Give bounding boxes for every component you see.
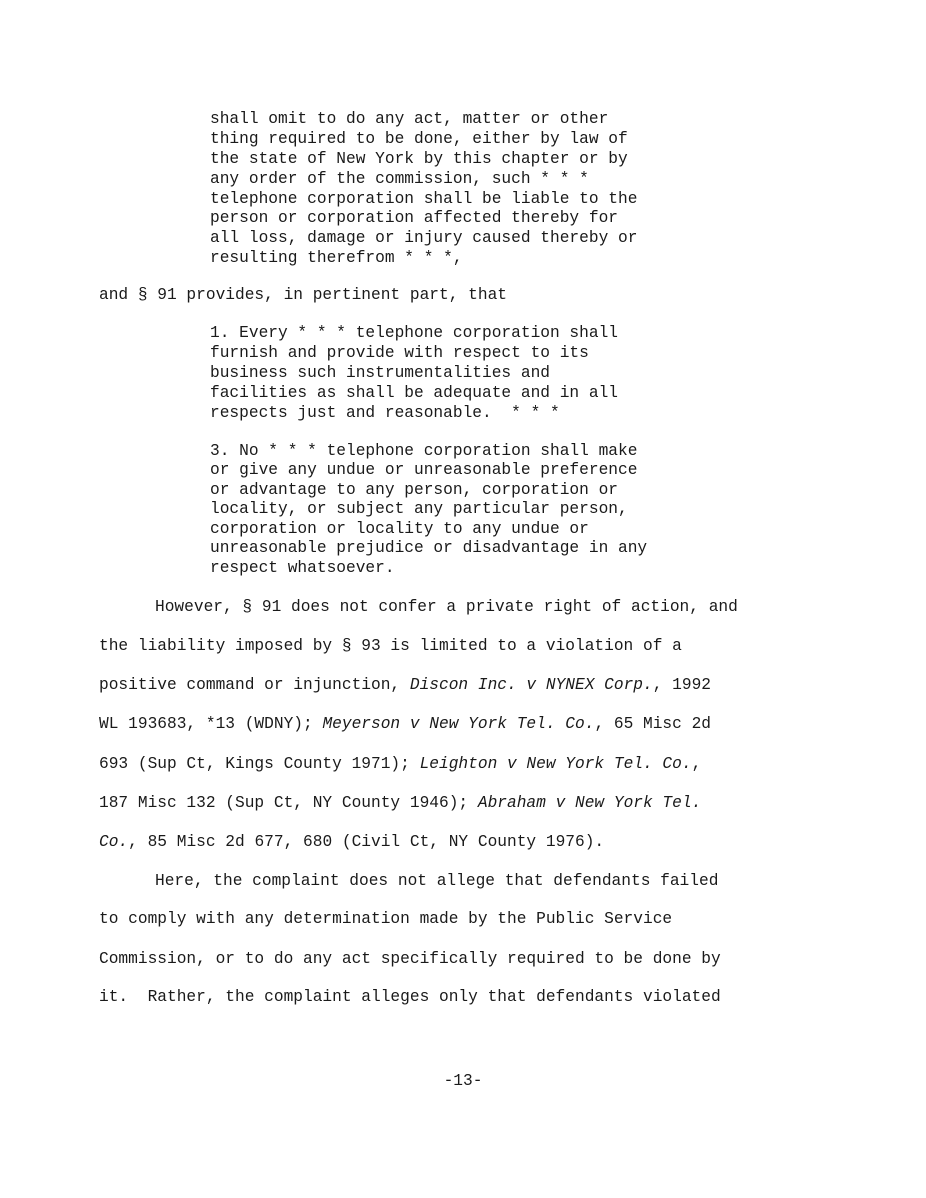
case-name: Abraham v New York Tel. (477, 794, 702, 812)
paragraph-line (99, 834, 604, 850)
paragraph-line: However, § 91 does not confer a private right of action, and (155, 598, 738, 616)
citation-text: 187 Misc 132 (Sup Ct, NY County 1946); (99, 794, 478, 812)
quote-line: or give any undue or unreasonable preference (210, 461, 638, 479)
citation-text: , 65 Misc 2d (594, 715, 712, 733)
quote-line: any order of the commission, such * * * (210, 170, 589, 188)
paragraph-line: to comply with any determination made by the Public Service (99, 910, 673, 928)
quote-line: shall omit to do any act, matter or other (210, 110, 609, 128)
citation-text: positive command or injunction, (99, 676, 410, 694)
quote-line: or advantage to any person, corporation or (210, 481, 618, 499)
paragraph-line: Commission, or to do any act specifically required to be done by (99, 950, 721, 968)
page-number: -13- (443, 1072, 483, 1090)
quote-line: respects just and reasonable. * * * (210, 404, 560, 422)
quote-line: the state of New York by this chapter or by (210, 150, 628, 168)
quote-line: 3. No * * * telephone corporation shall make (210, 442, 638, 460)
quote-line: unreasonable prejudice or disadvantage in any (210, 539, 648, 557)
quote-line: business such instrumentalities and (210, 364, 550, 382)
case-name: Co. (99, 833, 129, 851)
citation-text: WL 193683, *13 (WDNY); (99, 715, 323, 733)
quote-line: locality, or subject any particular person, (210, 500, 628, 518)
quote-line: facilities as shall be adequate and in all (210, 384, 618, 402)
quote-line: corporation or locality to any undue or (210, 520, 589, 538)
citation-text: 693 (Sup Ct, Kings County 1971); (99, 755, 420, 773)
paragraph-line: Here, the complaint does not allege that defendants failed (155, 872, 719, 890)
case-name: Meyerson v New York Tel. Co. (322, 715, 595, 733)
quote-line: thing required to be done, either by law of (210, 130, 628, 148)
paragraph-line (99, 795, 701, 811)
paragraph-line (99, 677, 711, 693)
paragraph-line: it. Rather, the complaint alleges only that defendants violated (99, 988, 721, 1006)
quote-line: 1. Every * * * telephone corporation shall (210, 324, 618, 342)
quote-line: all loss, damage or injury caused thereby or (210, 229, 638, 247)
paragraph-line (99, 756, 701, 772)
paragraph-line (99, 716, 711, 732)
citation-text: , 1992 (652, 676, 712, 694)
connector-line: and § 91 provides, in pertinent part, that (99, 286, 507, 304)
quote-line: furnish and provide with respect to its (210, 344, 589, 362)
quote-line: person or corporation affected thereby for (210, 209, 618, 227)
citation-text: , 85 Misc 2d 677, 680 (Civil Ct, NY County 1976). (128, 833, 605, 851)
quote-line: resulting therefrom * * *, (210, 249, 463, 267)
case-name: Leighton v New York Tel. Co. (419, 755, 692, 773)
citation-text: , (691, 755, 702, 773)
quote-line: respect whatsoever. (210, 559, 395, 577)
paragraph-line: the liability imposed by § 93 is limited to a violation of a (99, 637, 682, 655)
quote-line: telephone corporation shall be liable to the (210, 190, 638, 208)
case-name: Discon Inc. v NYNEX Corp. (409, 676, 653, 694)
